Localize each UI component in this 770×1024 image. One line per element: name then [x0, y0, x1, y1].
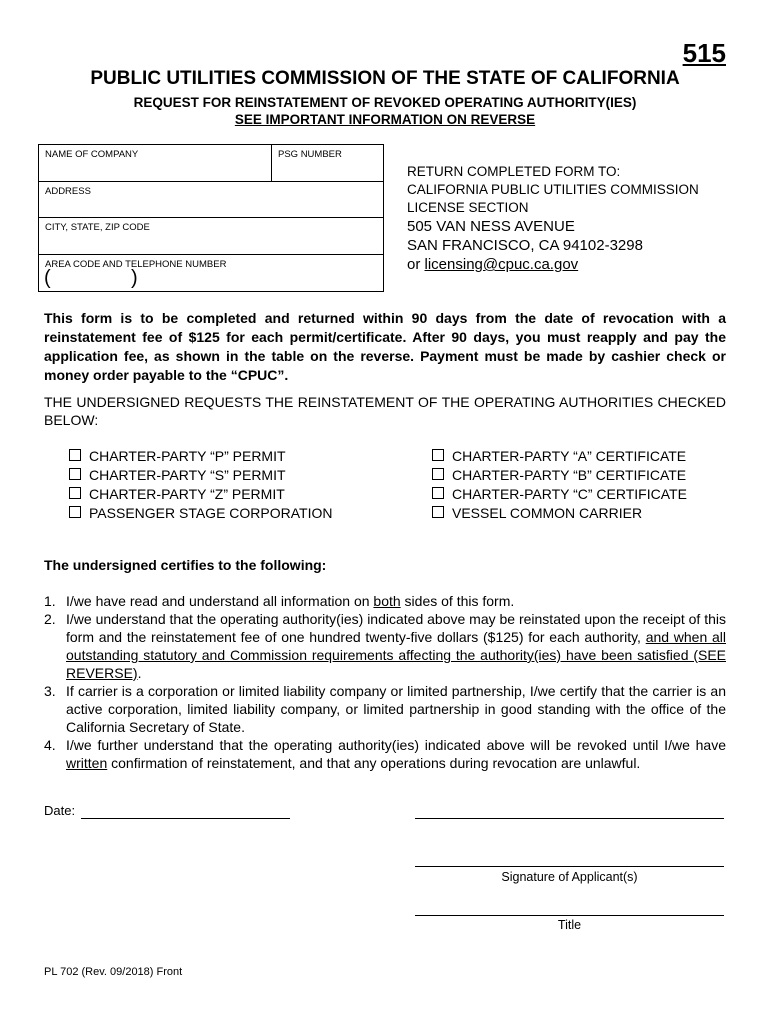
item-text: I/we understand that the operating authority(ies) indicated above may be reinstated upon the receipt of this form and the reinstatement fee of one hundred twenty-five dollars ($125) for each authority,	[66, 611, 726, 645]
checkbox-item[interactable]	[432, 447, 687, 466]
checkbox-label: CHARTER-PARTY “Z” PERMIT	[89, 486, 285, 502]
instructions-paragraph: This form is to be completed and returned within 90 days from the date of revocation with a reinstatement fee of $125 for each permit/certificate. After 90 days, you must reapply and pay the application fee, as shown in the table on the reverse. Payment must be made by cashier check or money order payable to the “CPUC”.	[44, 310, 726, 383]
item-text: confirmation of reinstatement, and that any operations during revocation are unlawful.	[107, 755, 641, 771]
form-footer: PL 702 (Rev. 09/2018) Front	[44, 966, 183, 978]
return-line-4: 505 VAN NESS AVENUE	[407, 218, 575, 235]
item-number: 1.	[44, 593, 56, 609]
area-code-open-paren: (	[44, 267, 51, 289]
company-name-field[interactable]	[38, 144, 272, 182]
return-line-3: LICENSE SECTION	[407, 200, 529, 215]
checkbox-icon[interactable]	[432, 449, 444, 461]
form-number: 515	[682, 38, 726, 68]
return-line-2: CALIFORNIA PUBLIC UTILITIES COMMISSION	[407, 182, 699, 197]
list-item	[44, 592, 726, 610]
item-text-emphasis: both	[373, 593, 401, 609]
area-code-close-paren: )	[131, 267, 138, 289]
checkbox-label: CHARTER-PARTY “P” PERMIT	[89, 448, 286, 464]
checkbox-item[interactable]	[69, 447, 332, 466]
checkbox-icon[interactable]	[432, 487, 444, 499]
item-text: sides of this form.	[400, 593, 515, 609]
item-text: I/we have read and understand all information on	[66, 593, 374, 609]
title-caption: Title	[557, 918, 582, 932]
checkbox-label: VESSEL COMMON CARRIER	[452, 505, 643, 521]
certifications-list	[44, 592, 726, 772]
checkbox-item[interactable]	[432, 466, 687, 485]
checkbox-item[interactable]	[69, 466, 332, 485]
reverse-notice: SEE IMPORTANT INFORMATION ON REVERSE	[234, 112, 536, 127]
city-state-zip-field[interactable]	[38, 217, 384, 255]
email-link[interactable]: licensing@cpuc.ca.gov	[424, 256, 579, 273]
address-label: ADDRESS	[45, 186, 91, 197]
title-input-line[interactable]	[415, 915, 724, 916]
checkbox-item[interactable]	[432, 485, 687, 504]
return-or: or	[407, 256, 425, 273]
list-item	[44, 736, 726, 772]
psg-number-label: PSG NUMBER	[278, 149, 342, 160]
checkbox-label: CHARTER-PARTY “A” CERTIFICATE	[452, 448, 687, 464]
telephone-field[interactable]	[38, 254, 384, 292]
return-line-1: RETURN COMPLETED FORM TO:	[407, 164, 621, 179]
certifies-heading: The undersigned certifies to the following:	[44, 557, 327, 573]
signature-input-line-2[interactable]	[415, 866, 724, 867]
checkbox-item[interactable]	[69, 485, 332, 504]
item-text-emphasis: and when all outstanding statutory and Commission requirements affecting the authority(ies) have been satisfied (SEE REVERSE)	[66, 629, 726, 681]
psg-number-field[interactable]	[271, 144, 384, 182]
checkbox-label: CHARTER-PARTY “C” CERTIFICATE	[452, 486, 687, 502]
checkbox-icon[interactable]	[69, 468, 81, 480]
telephone-label: AREA CODE AND TELEPHONE NUMBER	[45, 259, 227, 270]
signature-input-line-1[interactable]	[415, 818, 724, 819]
checkbox-label: PASSENGER STAGE CORPORATION	[89, 505, 333, 521]
return-address	[407, 163, 699, 274]
checkbox-item[interactable]	[69, 504, 332, 523]
date-input-line[interactable]	[81, 818, 290, 819]
request-statement: THE UNDERSIGNED REQUESTS THE REINSTATEMENT OF THE OPERATING AUTHORITIES CHECKED BELOW:	[44, 394, 726, 428]
return-line-5: SAN FRANCISCO, CA 94102-3298	[407, 237, 643, 254]
item-number: 4.	[44, 737, 56, 753]
authorities-left-column	[69, 447, 332, 523]
checkbox-item[interactable]	[432, 504, 687, 523]
company-name-label: NAME OF COMPANY	[45, 149, 139, 160]
item-number: 2.	[44, 611, 56, 627]
checkbox-label: CHARTER-PARTY “B” CERTIFICATE	[452, 467, 687, 483]
item-number: 3.	[44, 683, 56, 699]
item-text: .	[137, 665, 142, 681]
authorities-right-column	[432, 447, 687, 523]
checkbox-icon[interactable]	[69, 506, 81, 518]
address-field[interactable]	[38, 181, 384, 218]
item-text: If carrier is a corporation or limited liability company or limited partnership, I/we certify that the carrier is an active corporation, limited liability company, or limited partnership in good standing with the office of the California Secretary of State.	[66, 683, 726, 735]
page-subtitle: REQUEST FOR REINSTATEMENT OF REVOKED OPERATING AUTHORITY(IES)	[133, 95, 637, 110]
checkbox-icon[interactable]	[69, 449, 81, 461]
checkbox-icon[interactable]	[432, 468, 444, 480]
signature-caption: Signature of Applicant(s)	[501, 870, 638, 884]
item-text-emphasis: written	[66, 755, 108, 771]
date-label: Date:	[44, 803, 76, 818]
checkbox-label: CHARTER-PARTY “S” PERMIT	[89, 467, 286, 483]
page-title: PUBLIC UTILITIES COMMISSION OF THE STATE OF CALIFORNIA	[90, 68, 680, 89]
list-item	[44, 682, 726, 736]
checkbox-icon[interactable]	[432, 506, 444, 518]
city-state-zip-label: CITY, STATE, ZIP CODE	[45, 222, 150, 233]
item-text: I/we further understand that the operating authority(ies) indicated above will be revoked until I/we have	[66, 737, 726, 753]
list-item	[44, 610, 726, 682]
checkbox-icon[interactable]	[69, 487, 81, 499]
